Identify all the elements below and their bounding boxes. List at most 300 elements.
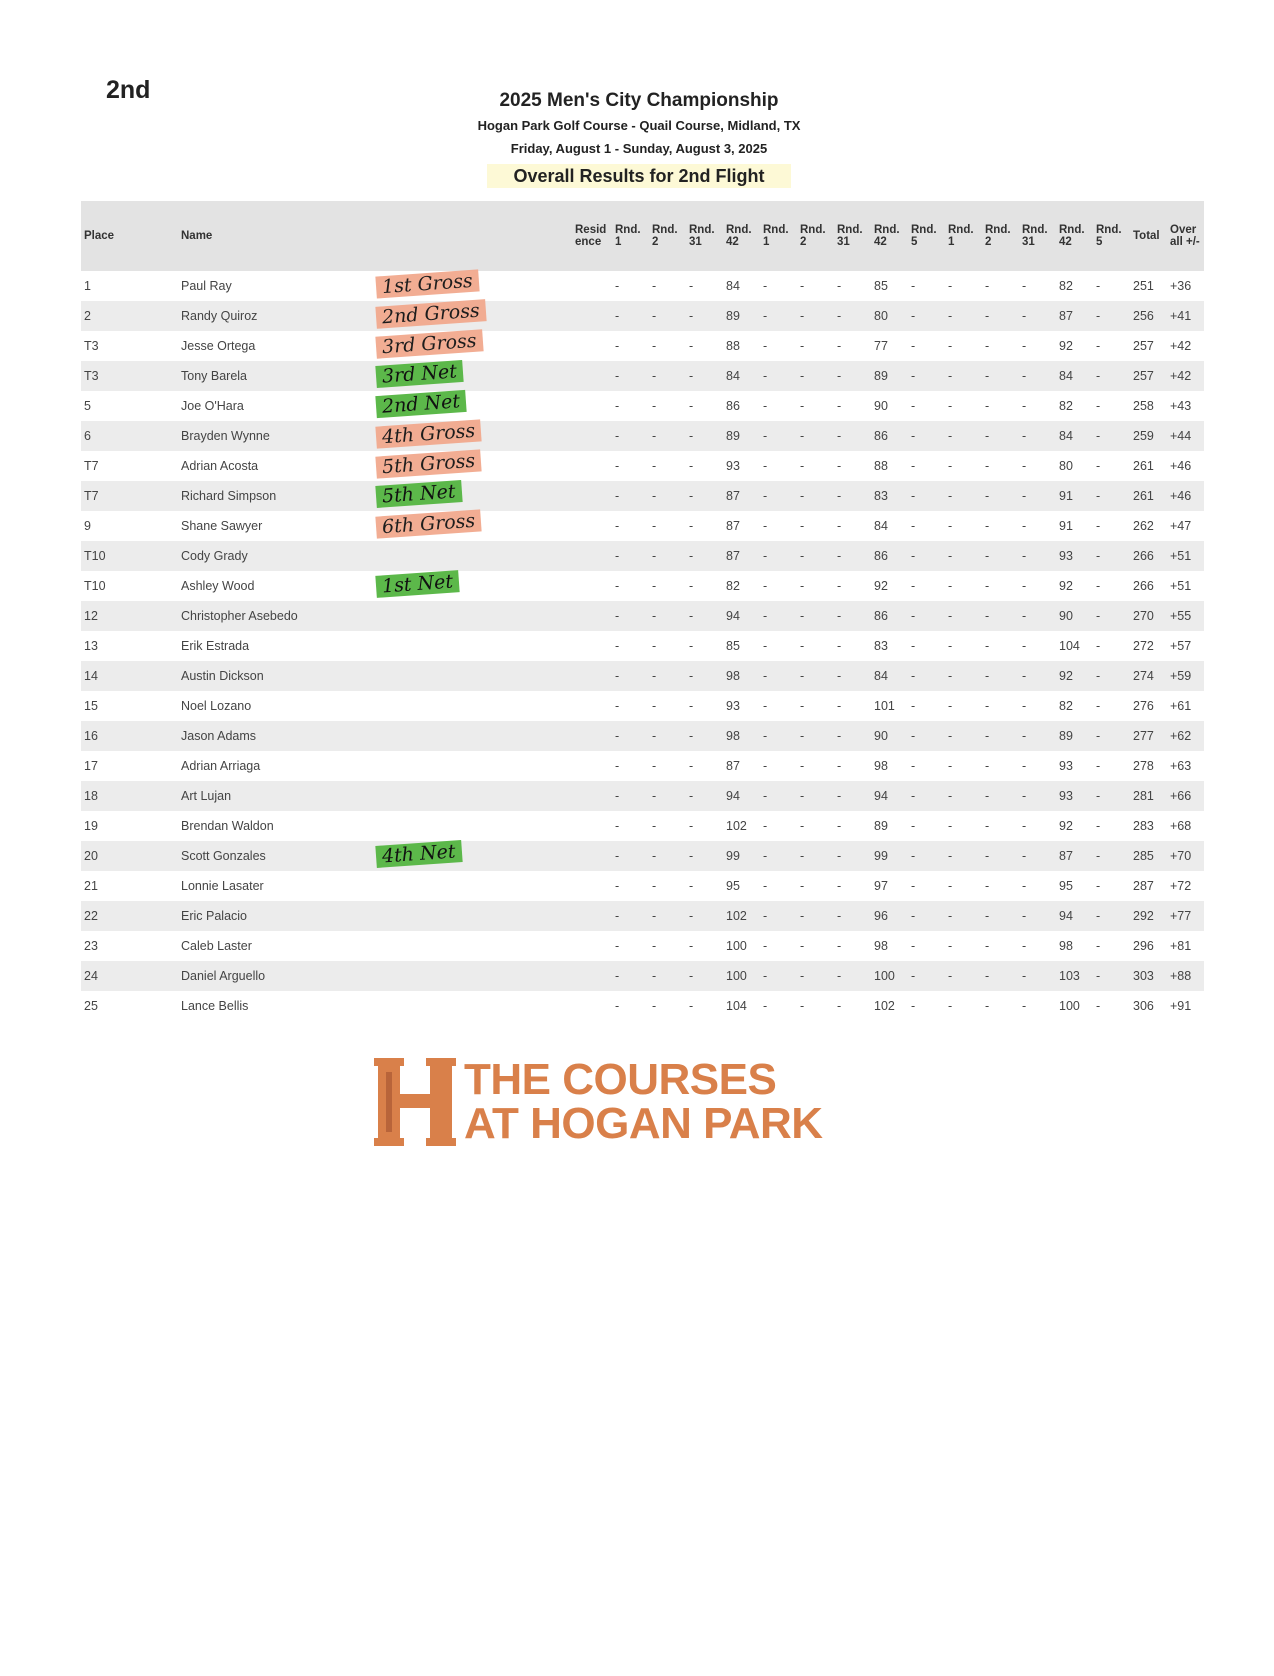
place-cell: 16 (81, 721, 178, 751)
score-cell: - (911, 879, 916, 893)
score-cell: - (1019, 301, 1056, 331)
score-cell: - (945, 361, 982, 391)
score-cell: - (797, 421, 834, 451)
score-cell: - (908, 361, 945, 391)
score-cell: - (652, 579, 657, 593)
total-cell: 251 (1133, 279, 1154, 293)
note-cell (374, 961, 572, 991)
score-cell: 87 (726, 759, 740, 773)
table-row (81, 931, 1204, 961)
name-cell: Lonnie Lasater (181, 879, 264, 893)
score-cell: 94 (871, 781, 908, 811)
total-cell: 261 (1133, 459, 1154, 473)
score-cell: 80 (871, 301, 908, 331)
score-cell: - (837, 939, 842, 953)
score-cell: - (1022, 639, 1027, 653)
score-cell: - (837, 999, 842, 1013)
score-cell: - (834, 301, 871, 331)
table-row (81, 841, 1204, 871)
score-cell: - (649, 361, 686, 391)
score-cell: - (948, 579, 953, 593)
score-cell: - (763, 579, 768, 593)
total-cell: 276 (1133, 699, 1154, 713)
note-cell (374, 721, 572, 751)
score-cell: - (908, 541, 945, 571)
table-row (81, 541, 1204, 571)
total-cell: 256 (1130, 301, 1167, 331)
score-cell: - (800, 579, 805, 593)
score-cell: - (945, 601, 982, 631)
residence-cell (572, 481, 612, 511)
overall-cell: +51 (1170, 579, 1192, 593)
score-cell: - (760, 901, 797, 931)
score-cell: - (834, 721, 871, 751)
score-cell: - (763, 699, 768, 713)
score-cell: - (985, 579, 990, 593)
score-cell: - (800, 279, 805, 293)
residence-cell (572, 511, 612, 541)
table-row (81, 901, 1204, 931)
total-cell: 261 (1130, 481, 1167, 511)
table-row (81, 601, 1204, 631)
score-cell: - (985, 519, 990, 533)
score-cell: 82 (726, 579, 740, 593)
score-cell: - (1093, 601, 1130, 631)
note-cell (374, 331, 572, 361)
note-cell (374, 871, 572, 901)
name-cell: Jesse Ortega (181, 339, 256, 353)
score-cell: - (1093, 781, 1130, 811)
score-cell: - (686, 481, 723, 511)
score-cell: - (911, 699, 916, 713)
score-cell: 89 (871, 361, 908, 391)
column-header: Rnd. 42 (1056, 201, 1093, 271)
score-cell: - (1019, 541, 1056, 571)
score-cell: - (797, 301, 834, 331)
score-cell: - (760, 661, 797, 691)
score-cell: - (908, 661, 945, 691)
overall-cell: +43 (1170, 399, 1192, 413)
note-cell (374, 901, 572, 931)
residence-cell (572, 901, 612, 931)
score-cell: 91 (1056, 481, 1093, 511)
name-cell: Shane Sawyer (181, 519, 263, 533)
score-cell: - (1096, 519, 1101, 533)
score-cell: 91 (1059, 519, 1073, 533)
score-cell: - (985, 939, 990, 953)
residence-cell (572, 571, 612, 601)
score-cell: - (652, 999, 657, 1013)
column-header: Rnd. 1 (612, 201, 649, 271)
note-cell (374, 751, 572, 781)
note-cell (374, 691, 572, 721)
score-cell: - (945, 301, 982, 331)
score-cell: - (948, 519, 953, 533)
score-cell: - (649, 841, 686, 871)
total-cell: 296 (1133, 939, 1154, 953)
handwritten-note: 3rd Gross (375, 329, 483, 358)
table-row (81, 481, 1204, 511)
name-cell: Joe O'Hara (181, 399, 244, 413)
residence-cell (572, 661, 612, 691)
name-cell: Randy Quiroz (178, 301, 374, 331)
score-cell: - (763, 339, 768, 353)
score-cell: - (911, 939, 916, 953)
score-cell: 85 (726, 639, 740, 653)
score-cell: - (982, 661, 1019, 691)
score-cell: - (800, 339, 805, 353)
score-cell: - (686, 961, 723, 991)
score-cell: - (1022, 699, 1027, 713)
score-cell: - (760, 961, 797, 991)
total-cell: 274 (1130, 661, 1167, 691)
score-cell: - (1019, 721, 1056, 751)
name-cell: Caleb Laster (181, 939, 252, 953)
score-cell: - (911, 759, 916, 773)
column-header: Rnd. 5 (908, 201, 945, 271)
residence-cell (572, 451, 612, 481)
name-cell: Brendan Waldon (181, 819, 274, 833)
table-row (81, 301, 1204, 331)
column-header: Rnd. 42 (723, 201, 760, 271)
logo-line-2: AT HOGAN PARK (464, 1099, 823, 1148)
score-cell: - (652, 939, 657, 953)
score-cell: 87 (723, 481, 760, 511)
score-cell: 84 (871, 661, 908, 691)
score-cell: - (837, 819, 842, 833)
score-cell: - (760, 541, 797, 571)
score-cell: - (834, 781, 871, 811)
score-cell: - (1019, 481, 1056, 511)
score-cell: - (945, 481, 982, 511)
score-cell: - (615, 879, 620, 893)
score-cell: - (797, 901, 834, 931)
score-cell: - (649, 541, 686, 571)
logo-h-mark-icon (374, 1058, 460, 1146)
score-cell: 98 (723, 661, 760, 691)
score-cell: - (837, 579, 842, 593)
place-cell: 13 (84, 639, 98, 653)
score-cell: 95 (1059, 879, 1073, 893)
results-subtitle (2, 166, 1274, 187)
total-cell: 272 (1133, 639, 1154, 653)
score-cell: - (612, 361, 649, 391)
score-cell: - (948, 999, 953, 1013)
score-cell: - (837, 879, 842, 893)
score-cell: - (1093, 901, 1130, 931)
score-cell: 98 (1059, 939, 1073, 953)
score-cell: - (652, 759, 657, 773)
results-subtitle-text: Overall Results for 2nd Flight (487, 164, 790, 188)
note-cell (374, 361, 572, 391)
note-cell (374, 661, 572, 691)
table-header-row (81, 201, 1204, 271)
name-cell: Tony Barela (178, 361, 374, 391)
score-cell: 84 (726, 279, 740, 293)
score-cell: - (1093, 721, 1130, 751)
handwritten-note: 2nd Gross (375, 299, 486, 329)
event-dates: Friday, August 1 - Sunday, August 3, 2025 (510, 141, 768, 156)
score-cell: - (1019, 601, 1056, 631)
score-cell: - (763, 519, 768, 533)
score-cell: - (1022, 939, 1027, 953)
note-cell (374, 811, 572, 841)
total-cell: 259 (1130, 421, 1167, 451)
score-cell: - (945, 841, 982, 871)
score-cell: 92 (1059, 339, 1073, 353)
score-cell: - (948, 399, 953, 413)
score-cell: - (948, 819, 953, 833)
table-row (81, 391, 1204, 421)
score-cell: - (615, 759, 620, 773)
note-cell (374, 421, 572, 451)
score-cell: - (982, 601, 1019, 631)
score-cell: 93 (1059, 759, 1073, 773)
score-cell: - (612, 721, 649, 751)
overall-cell: +46 (1167, 481, 1204, 511)
note-cell (374, 571, 572, 601)
score-cell: - (797, 661, 834, 691)
score-cell: - (615, 399, 620, 413)
total-cell: 303 (1130, 961, 1167, 991)
score-cell: 89 (874, 819, 888, 833)
score-cell: - (834, 481, 871, 511)
score-cell: - (797, 721, 834, 751)
score-cell: - (982, 301, 1019, 331)
score-cell: - (797, 481, 834, 511)
score-cell: - (763, 819, 768, 833)
score-cell: 100 (871, 961, 908, 991)
name-cell: Lance Bellis (181, 999, 249, 1013)
score-cell: - (985, 879, 990, 893)
score-cell: 84 (874, 519, 888, 533)
score-cell: 87 (1056, 301, 1093, 331)
score-cell: 92 (1056, 661, 1093, 691)
score-cell: 99 (871, 841, 908, 871)
score-cell: - (800, 759, 805, 773)
table-row (81, 361, 1204, 391)
score-cell: 102 (726, 819, 747, 833)
score-cell: - (760, 781, 797, 811)
score-cell: - (612, 661, 649, 691)
table-row (81, 631, 1204, 661)
place-cell: 17 (84, 759, 98, 773)
score-cell: - (800, 519, 805, 533)
score-cell: - (837, 459, 842, 473)
score-cell: - (800, 999, 805, 1013)
score-cell: - (649, 721, 686, 751)
score-cell: 101 (874, 699, 895, 713)
column-header: Rnd. 31 (686, 201, 723, 271)
place-cell: T7 (81, 481, 178, 511)
score-cell: 83 (871, 481, 908, 511)
place-cell: 2 (81, 301, 178, 331)
residence-cell (572, 811, 612, 841)
score-cell: - (1096, 459, 1101, 473)
score-cell: - (985, 759, 990, 773)
score-cell: - (649, 421, 686, 451)
score-cell: - (1022, 999, 1027, 1013)
handwritten-note: 5th Gross (375, 449, 481, 478)
place-cell: 25 (84, 999, 98, 1013)
score-cell: - (649, 661, 686, 691)
score-cell: 94 (723, 781, 760, 811)
handwritten-note: 4th Gross (375, 419, 481, 448)
score-cell: - (982, 781, 1019, 811)
flight-label: 2nd (106, 76, 151, 104)
residence-cell (572, 541, 612, 571)
score-cell: - (1022, 459, 1027, 473)
score-cell: - (612, 961, 649, 991)
column-header: Residence (572, 201, 612, 271)
score-cell: - (1093, 301, 1130, 331)
score-cell: - (948, 939, 953, 953)
score-cell: 94 (723, 601, 760, 631)
score-cell: - (689, 579, 694, 593)
total-cell: 266 (1133, 579, 1154, 593)
name-cell: Jason Adams (178, 721, 374, 751)
score-cell: 82 (1059, 699, 1073, 713)
score-cell: - (689, 279, 694, 293)
score-cell: - (612, 781, 649, 811)
score-cell: - (985, 339, 990, 353)
place-cell: T3 (81, 361, 178, 391)
place-cell: 9 (84, 519, 91, 533)
place-cell: 12 (81, 601, 178, 631)
score-cell: 90 (1056, 601, 1093, 631)
score-cell: - (1093, 481, 1130, 511)
score-cell: - (1019, 421, 1056, 451)
place-cell: T3 (84, 339, 99, 353)
score-cell: - (834, 961, 871, 991)
score-cell: - (615, 579, 620, 593)
score-cell: - (797, 361, 834, 391)
score-cell: - (1093, 961, 1130, 991)
total-cell: 287 (1133, 879, 1154, 893)
score-cell: - (689, 339, 694, 353)
score-cell: - (908, 961, 945, 991)
score-cell: 104 (726, 999, 747, 1013)
total-cell: 292 (1130, 901, 1167, 931)
handwritten-note: 5th Net (375, 480, 462, 508)
table-row (81, 661, 1204, 691)
score-cell: - (837, 699, 842, 713)
table-row (81, 721, 1204, 751)
score-cell: - (1096, 579, 1101, 593)
score-cell: - (834, 541, 871, 571)
total-cell: 283 (1133, 819, 1154, 833)
hogan-park-logo (374, 1055, 823, 1148)
overall-cell: +62 (1167, 721, 1204, 751)
column-header: Rnd. 2 (982, 201, 1019, 271)
overall-cell: +51 (1167, 541, 1204, 571)
score-cell: - (763, 759, 768, 773)
score-cell: - (945, 421, 982, 451)
score-cell: - (649, 301, 686, 331)
score-cell: 93 (1056, 541, 1093, 571)
score-cell: - (982, 541, 1019, 571)
score-cell: - (1019, 781, 1056, 811)
score-cell: - (1022, 879, 1027, 893)
column-header: Rnd. 42 (871, 201, 908, 271)
overall-cell: +57 (1170, 639, 1192, 653)
score-cell: - (1096, 879, 1101, 893)
score-cell: - (612, 481, 649, 511)
score-cell: - (615, 279, 620, 293)
place-cell: 24 (81, 961, 178, 991)
score-cell: - (612, 301, 649, 331)
score-cell: - (800, 639, 805, 653)
score-cell: - (615, 639, 620, 653)
table-row (81, 991, 1204, 1021)
column-header: Overall +/- (1167, 201, 1204, 271)
handwritten-note: 4th Net (375, 840, 462, 868)
score-cell: - (911, 579, 916, 593)
table-row (81, 331, 1204, 361)
score-cell: - (689, 699, 694, 713)
score-cell: - (686, 541, 723, 571)
score-cell: 93 (726, 699, 740, 713)
score-cell: - (1096, 999, 1101, 1013)
place-cell: 15 (84, 699, 98, 713)
name-cell: Noel Lozano (181, 699, 252, 713)
score-cell: - (948, 879, 953, 893)
score-cell: - (686, 301, 723, 331)
residence-cell (572, 391, 612, 421)
place-cell: 1 (84, 279, 91, 293)
table-row (81, 871, 1204, 901)
score-cell: - (612, 601, 649, 631)
score-cell: - (1022, 579, 1027, 593)
residence-cell (572, 601, 612, 631)
note-cell (374, 841, 572, 871)
table-row (81, 271, 1204, 301)
score-cell: - (689, 879, 694, 893)
score-cell: - (760, 481, 797, 511)
score-cell: - (1022, 819, 1027, 833)
name-cell: Christopher Asebedo (178, 601, 374, 631)
score-cell: 86 (871, 541, 908, 571)
score-cell: - (985, 459, 990, 473)
score-cell: - (760, 721, 797, 751)
column-header: Name (178, 201, 374, 271)
score-cell: 82 (1059, 399, 1073, 413)
score-cell: 98 (874, 759, 888, 773)
overall-cell: +91 (1170, 999, 1192, 1013)
score-cell: - (615, 999, 620, 1013)
score-cell: 102 (723, 901, 760, 931)
score-cell: - (689, 939, 694, 953)
column-header: Rnd. 31 (1019, 201, 1056, 271)
score-cell: - (1019, 961, 1056, 991)
score-cell: - (1093, 361, 1130, 391)
table-row (81, 751, 1204, 781)
column-header: Rnd. 1 (760, 201, 797, 271)
overall-cell: +42 (1170, 339, 1192, 353)
score-cell: - (911, 279, 916, 293)
name-cell: Paul Ray (181, 279, 232, 293)
score-cell: 102 (874, 999, 895, 1013)
place-cell: T10 (84, 579, 106, 593)
score-cell: - (797, 601, 834, 631)
place-cell: 19 (84, 819, 98, 833)
score-cell: 100 (1059, 999, 1080, 1013)
score-cell: - (612, 901, 649, 931)
score-cell: 98 (874, 939, 888, 953)
residence-cell (572, 271, 612, 301)
score-cell: - (948, 339, 953, 353)
column-header: Rnd. 2 (797, 201, 834, 271)
